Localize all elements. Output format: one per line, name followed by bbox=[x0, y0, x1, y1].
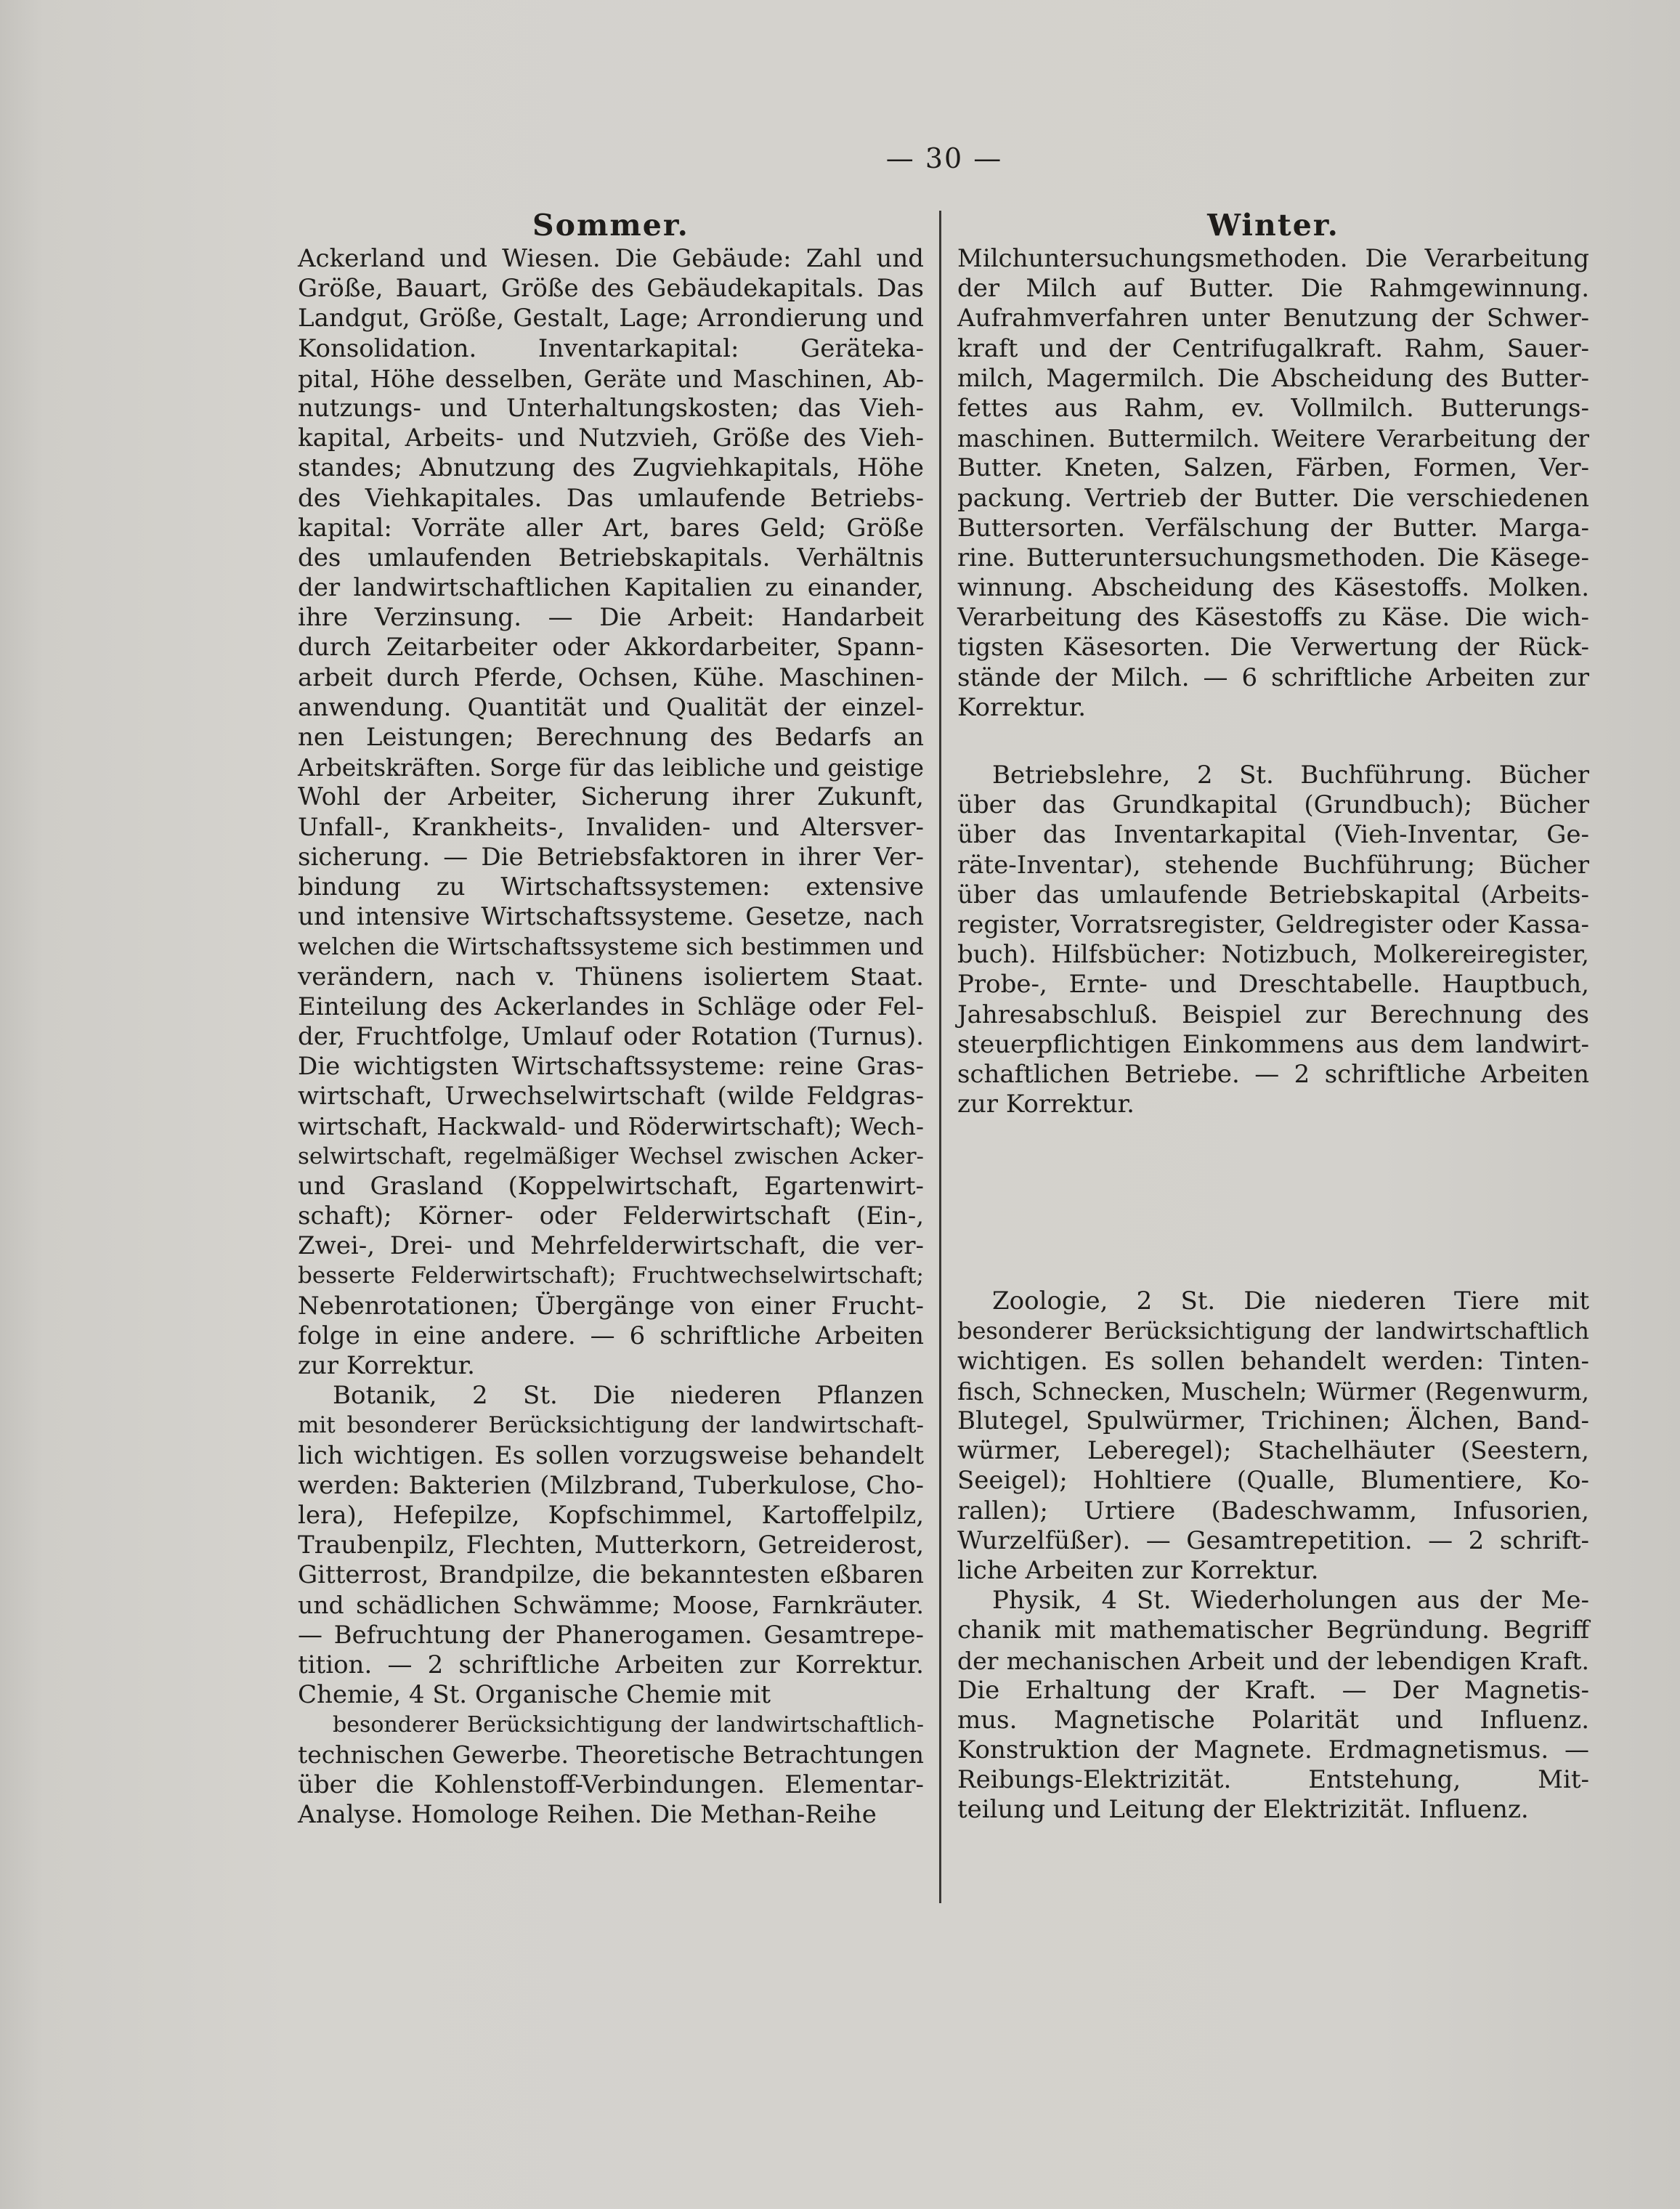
text-line: milch, Magermilch. Die Abscheidung des Butter- bbox=[957, 363, 1589, 393]
text-line: kapital, Arbeits- und Nutzvieh, Größe des Vieh- bbox=[298, 423, 924, 453]
text-line: Milchuntersuchungsmethoden. Die Verarbeitung bbox=[957, 244, 1589, 273]
text-line: anwendung. Quantität und Qualität der einzel- bbox=[298, 692, 924, 722]
text-line: rallen); Urtiere (Badeschwamm, Infusorien, bbox=[957, 1496, 1589, 1525]
text-line: Landgut, Größe, Gestalt, Lage; Arrondierung und bbox=[298, 304, 924, 333]
text-line: technischen Gewerbe. Theoretische Betrachtungen bbox=[298, 1740, 924, 1770]
text-line: des umlaufenden Betriebskapitals. Verhältnis bbox=[298, 543, 924, 572]
text-line: Traubenpilz, Flechten, Mutterkorn, Getreiderost, bbox=[298, 1531, 924, 1560]
text-line: nen Leistungen; Berechnung des Bedarfs an bbox=[298, 723, 924, 752]
text-line: Nebenrotationen; Übergänge von einer Frucht- bbox=[298, 1291, 924, 1321]
text-line: Buttersorten. Verfälschung der Butter. Marga- bbox=[957, 513, 1589, 543]
text-line: steuerpflichtigen Einkommens aus dem landwirt- bbox=[957, 1029, 1589, 1059]
text-line: Zwei-, Drei- und Mehrfelderwirtschaft, die ver- bbox=[298, 1231, 924, 1261]
text-line: über das Inventarkapital (Vieh-Inventar, Ge- bbox=[957, 820, 1589, 850]
text-line: Seeigel); Hohltiere (Qualle, Blumentiere, Ko- bbox=[957, 1466, 1589, 1496]
text-line: Jahresabschluß. Beispiel zur Berechnung des bbox=[957, 1000, 1589, 1029]
text-line: standes; Abnutzung des Zugviehkapitals, Höhe bbox=[298, 453, 924, 483]
text-line: Konstruktion der Magnete. Erdmagnetismus. — bbox=[957, 1735, 1589, 1765]
text-line: Aufrahmverfahren unter Benutzung der Schwer- bbox=[957, 304, 1589, 333]
text-line: lera), Hefepilze, Kopfschimmel, Kartoffelpilz, bbox=[298, 1500, 924, 1530]
text-line: Gitterrost, Brandpilze, die bekanntesten eßbaren bbox=[298, 1560, 924, 1590]
text-line: — Befruchtung der Phanerogamen. Gesamtrepe- bbox=[298, 1620, 924, 1650]
text-line: Ackerland und Wiesen. Die Gebäude: Zahl und bbox=[298, 244, 924, 273]
text-line: und intensive Wirtschaftssysteme. Gesetze, nach bbox=[298, 902, 924, 932]
text-line: mus. Magnetische Polarität und Influenz. bbox=[957, 1705, 1589, 1735]
text-line: Physik, 4 St. Wiederholungen aus der Me- bbox=[992, 1586, 1589, 1616]
zoology-physics-section bbox=[957, 1286, 1589, 1825]
text-line: folge in eine andere. — 6 schriftliche Arbeiten bbox=[298, 1321, 924, 1350]
text-line: und Grasland (Koppelwirtschaft, Egartenwirt- bbox=[298, 1171, 924, 1201]
text-line: ihre Verzinsung. — Die Arbeit: Handarbeit bbox=[298, 603, 924, 633]
text-line: über das Grundkapital (Grundbuch); Bücher bbox=[957, 790, 1589, 820]
text-line: Größe, Bauart, Größe des Gebäudekapitals. Das bbox=[298, 274, 924, 304]
text-line: über die Kohlenstoff-Verbindungen. Elementar- bbox=[298, 1770, 924, 1799]
column-divider bbox=[939, 211, 941, 1903]
text-line: tigsten Käsesorten. Die Verwertung der Rück- bbox=[957, 633, 1589, 662]
text-line: pital, Höhe desselben, Geräte und Maschinen, Ab- bbox=[298, 364, 924, 393]
text-line: Arbeitskräften. Sorge für das leibliche und geistige bbox=[298, 753, 924, 782]
business-section bbox=[957, 761, 1589, 1119]
text-line: Die wichtigsten Wirtschaftssysteme: reine Gras- bbox=[298, 1052, 924, 1082]
text-line: der, Fruchtfolge, Umlauf oder Rotation (Turnus). bbox=[298, 1021, 924, 1051]
summer-heading: Sommer. bbox=[532, 208, 689, 243]
text-line: lich wichtigen. Es sollen vorzugsweise behandelt bbox=[298, 1440, 924, 1470]
text-line: räte-Inventar), stehende Buchführung; Bücher bbox=[957, 850, 1589, 880]
text-line: Wurzelfüßer). — Gesamtrepetition. — 2 schrift- bbox=[957, 1525, 1589, 1555]
summer-text bbox=[298, 244, 924, 1830]
text-line: Probe-, Ernte- und Dreschtabelle. Hauptbuch, bbox=[957, 970, 1589, 1000]
text-line: besonderer Berücksichtigung der landwirtschaftlich bbox=[957, 1317, 1589, 1345]
text-line: zur Korrektur. bbox=[957, 1090, 1135, 1119]
text-line: fisch, Schnecken, Muscheln; Würmer (Regenwurm, bbox=[957, 1377, 1589, 1406]
text-line: nutzungs- und Unterhaltungskosten; das Vieh- bbox=[298, 393, 924, 423]
text-line: schaft); Körner- oder Felderwirtschaft (Ein-, bbox=[298, 1201, 924, 1231]
text-line: kraft und der Centrifugalkraft. Rahm, Sauer- bbox=[957, 333, 1589, 363]
dairy-section bbox=[957, 244, 1589, 723]
text-line: würmer, Leberegel); Stachelhäuter (Seestern, bbox=[957, 1436, 1589, 1466]
text-line: wirtschaft, Hackwald- und Röderwirtschaft); Wech- bbox=[298, 1112, 924, 1141]
summer-column bbox=[298, 206, 924, 1830]
text-line: der mechanischen Arbeit und der lebendigen Kraft. bbox=[957, 1646, 1589, 1675]
text-line: Betriebslehre, 2 St. Buchführung. Bücher bbox=[992, 761, 1589, 790]
text-line: register, Vorratsregister, Geldregister oder Kassa- bbox=[957, 909, 1589, 939]
text-line: Blutegel, Spulwürmer, Trichinen; Älchen, Band- bbox=[957, 1406, 1589, 1435]
text-line: Chemie, 4 St. Organische Chemie mit bbox=[298, 1680, 771, 1709]
text-line: der Milch auf Butter. Die Rahmgewinnung. bbox=[957, 274, 1589, 304]
text-line: teilung und Leitung der Elektrizität. Influenz. bbox=[957, 1795, 1529, 1825]
text-line: Wohl der Arbeiter, Sicherung ihrer Zukunft, bbox=[298, 782, 924, 812]
text-line: mit besonderer Berücksichtigung der landwirtschaft- bbox=[298, 1412, 924, 1439]
text-line: selwirtschaft, regelmäßiger Wechsel zwischen Acker- bbox=[298, 1143, 924, 1170]
text-line: bindung zu Wirtschaftssystemen: extensive bbox=[298, 872, 924, 901]
text-line: Verarbeitung des Käsestoffs zu Käse. Die wich- bbox=[957, 603, 1589, 633]
text-line: arbeit durch Pferde, Ochsen, Kühe. Maschinen- bbox=[298, 662, 924, 692]
text-line: Konsolidation. Inventarkapital: Geräteka- bbox=[298, 333, 924, 363]
text-line: wirtschaft, Urwechselwirtschaft (wilde Feldgras- bbox=[298, 1082, 924, 1111]
text-line: Botanik, 2 St. Die niederen Pflanzen bbox=[333, 1381, 924, 1411]
text-line: Butter. Kneten, Salzen, Färben, Formen, Ver- bbox=[957, 453, 1589, 483]
text-line: durch Zeitarbeiter oder Akkordarbeiter, Spann- bbox=[298, 633, 924, 662]
text-line: liche Arbeiten zur Korrektur. bbox=[957, 1555, 1319, 1585]
text-line: der landwirtschaftlichen Kapitalien zu einander, bbox=[298, 573, 924, 603]
text-line: stände der Milch. — 6 schriftliche Arbeiten zur bbox=[957, 662, 1589, 692]
text-line: kapital: Vorräte aller Art, bares Geld; Größe bbox=[298, 513, 924, 543]
text-line: chanik mit mathematischer Begründung. Begriff bbox=[957, 1616, 1589, 1645]
text-line: Die Erhaltung der Kraft. — Der Magnetis- bbox=[957, 1675, 1589, 1705]
text-line: buch). Hilfsbücher: Notizbuch, Molkereiregister, bbox=[957, 940, 1589, 970]
winter-column bbox=[957, 206, 1589, 1825]
text-line: besserte Felderwirtschaft); Fruchtwechselwirtschaft; bbox=[298, 1262, 924, 1289]
text-line: Analyse. Homologe Reihen. Die Methan-Reihe bbox=[298, 1799, 877, 1829]
text-line: Reibungs-Elektrizität. Entstehung, Mit- bbox=[957, 1765, 1589, 1795]
text-line: des Viehkapitales. Das umlaufende Betriebs- bbox=[298, 483, 924, 513]
winter-heading: Winter. bbox=[1207, 208, 1339, 243]
text-line: verändern, nach v. Thünens isoliertem Staat. bbox=[298, 962, 924, 992]
text-line: fettes aus Rahm, ev. Vollmilch. Butterungs- bbox=[957, 393, 1589, 423]
page-number: — 30 — bbox=[885, 142, 1003, 174]
text-line: Korrektur. bbox=[957, 692, 1087, 722]
text-line: sicherung. — Die Betriebsfaktoren in ihrer Ver- bbox=[298, 842, 924, 872]
text-line: Unfall-, Krankheits-, Invaliden- und Altersver- bbox=[298, 812, 924, 842]
text-line: und schädlichen Schwämme; Moose, Farnkräuter. bbox=[298, 1591, 924, 1620]
text-line: welchen die Wirtschaftssysteme sich bestimmen und bbox=[298, 933, 924, 961]
text-line: wichtigen. Es sollen behandelt werden: Tinten- bbox=[957, 1346, 1589, 1376]
text-line: werden: Bakterien (Milzbrand, Tuberkulose, Cho- bbox=[298, 1470, 924, 1500]
text-line: rine. Butteruntersuchungsmethoden. Die Käsege- bbox=[957, 543, 1589, 572]
text-line: über das umlaufende Betriebskapital (Arbeits- bbox=[957, 880, 1589, 909]
text-line: besonderer Berücksichtigung der landwirtschaftlich- bbox=[333, 1712, 924, 1738]
text-line: maschinen. Buttermilch. Weitere Verarbeitung der bbox=[957, 424, 1589, 453]
text-line: zur Korrektur. bbox=[298, 1350, 475, 1380]
text-line: packung. Vertrieb der Butter. Die verschiedenen bbox=[957, 483, 1589, 513]
text-line: schaftlichen Betriebe. — 2 schriftliche Arbeiten bbox=[957, 1059, 1589, 1089]
text-line: Einteilung des Ackerlandes in Schläge oder Fel- bbox=[298, 992, 924, 1021]
text-line: Zoologie, 2 St. Die niederen Tiere mit bbox=[992, 1286, 1589, 1316]
text-line: tition. — 2 schriftliche Arbeiten zur Korrektur. bbox=[298, 1650, 924, 1679]
text-line: winnung. Abscheidung des Käsestoffs. Molken. bbox=[957, 573, 1589, 603]
